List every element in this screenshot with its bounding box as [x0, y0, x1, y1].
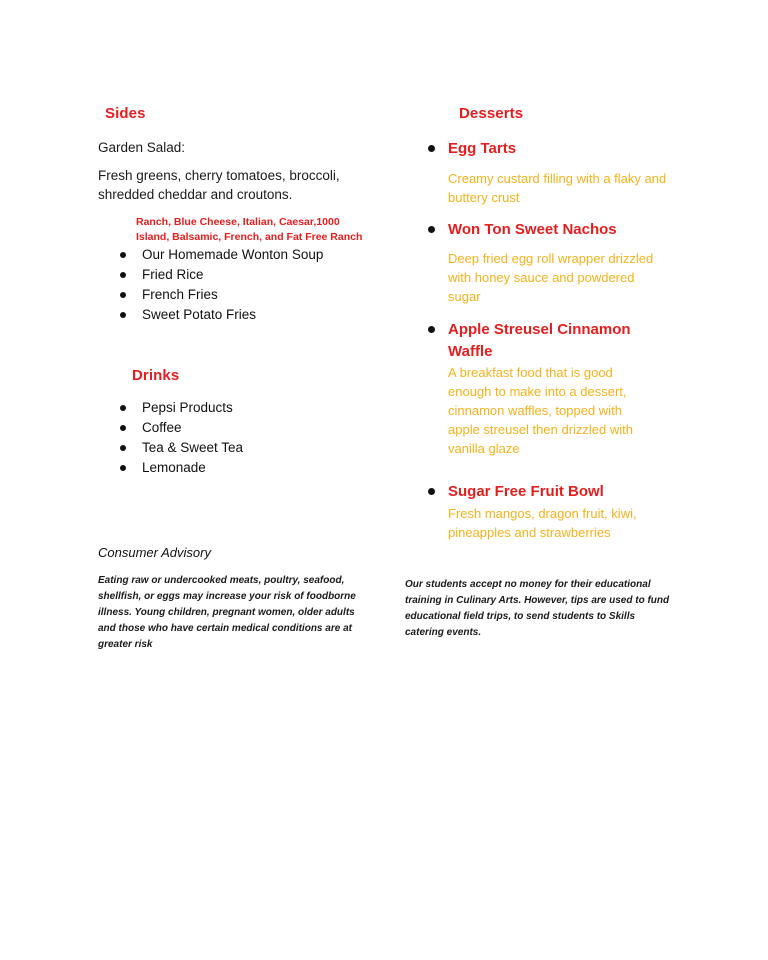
dessert-description: Creamy custard filling with a flaky and buttery crust: [448, 171, 667, 205]
list-item: [118, 398, 338, 418]
dessert-item: [420, 481, 680, 542]
bullet-icon: [120, 425, 126, 431]
consumer-advisory-title: Consumer Advisory: [98, 545, 211, 560]
bullet-icon: [428, 326, 435, 333]
drinks-heading: Drinks: [132, 367, 180, 384]
garden-salad-description: Fresh greens, cherry tomatoes, broccoli, shredded cheddar and croutons.: [98, 168, 340, 202]
side-item-label: Sweet Potato Fries: [142, 307, 257, 322]
desserts-heading: Desserts: [459, 105, 524, 122]
list-item: [118, 438, 338, 458]
bullet-icon: [120, 405, 126, 411]
list-item: [118, 305, 378, 325]
bullet-icon: [120, 312, 126, 318]
dessert-item: [420, 138, 680, 207]
list-item: [118, 458, 338, 478]
side-item-label: Our Homemade Wonton Soup: [142, 247, 324, 262]
side-item-label: French Fries: [142, 287, 218, 302]
drink-item-label: Lemonade: [142, 460, 206, 475]
dessert-title: Won Ton Sweet Nachos: [448, 221, 617, 238]
drinks-list: [118, 398, 338, 478]
garden-salad-title: Garden Salad:: [98, 140, 186, 155]
dessert-item: [420, 219, 680, 306]
list-item: [118, 265, 378, 285]
bullet-icon: [120, 445, 126, 451]
drink-item-label: Pepsi Products: [142, 400, 233, 415]
dessert-item: [420, 319, 680, 458]
bullet-icon: [428, 145, 435, 152]
bullet-icon: [120, 252, 126, 258]
drink-item-label: Coffee: [142, 420, 182, 435]
bullet-icon: [120, 292, 126, 298]
list-item: [118, 245, 378, 265]
consumer-advisory-text: Eating raw or undercooked meats, poultry, seafood, shellfish, or eggs may increase your risk of foodborne illness. Young children, pregnant women, older adults and those who have certain medical conditions are at greater risk: [98, 575, 356, 650]
dessert-description: Deep fried egg roll wrapper drizzled with honey sauce and powdered sugar: [448, 251, 654, 304]
dessert-title: Egg Tarts: [448, 140, 517, 157]
sides-heading: Sides: [105, 105, 146, 122]
dessert-title: Sugar Free Fruit Bowl: [448, 483, 604, 500]
students-tips-note: Our students accept no money for their educational training in Culinary Arts. However, tips are used to fund educational field trips, to send students to Skills catering events.: [405, 579, 670, 638]
dessert-description: A breakfast food that is good enough to make into a dessert, cinnamon waffles, topped with apple streusel then drizzled with vanilla glaze: [448, 365, 633, 456]
sides-list: [118, 245, 378, 325]
bullet-icon: [428, 488, 435, 495]
side-item-label: Fried Rice: [142, 267, 204, 282]
list-item: [118, 418, 338, 438]
bullet-icon: [120, 465, 126, 471]
dessert-title: Apple Streusel Cinnamon Waffle: [448, 321, 631, 360]
bullet-icon: [120, 272, 126, 278]
drink-item-label: Tea & Sweet Tea: [142, 440, 244, 455]
list-item: [118, 285, 378, 305]
dessert-description: Fresh mangos, dragon fruit, kiwi, pineapples and strawberries: [448, 506, 637, 540]
dressing-options: Ranch, Blue Cheese, Italian, Caesar,1000 Island, Balsamic, French, and Fat Free Ranch: [136, 216, 363, 243]
bullet-icon: [428, 226, 435, 233]
